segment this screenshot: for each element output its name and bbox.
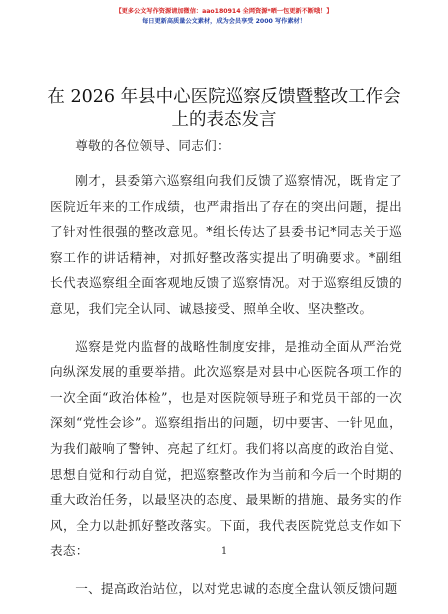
promo-banner-line-2: 每日更新高质量公文素材，成为会员享受 2000 写作素材！ xyxy=(142,18,306,25)
document-title: 在 2026 年县中心医院巡察反馈暨整改工作会上的表态发言 xyxy=(47,87,401,130)
page-number: 1 xyxy=(220,546,228,557)
promo-banner-line-1: 【更多公文写作资源请加微信：aao180914 全网资源*晒一包更新不断哦！】 xyxy=(115,8,333,15)
document-body xyxy=(50,136,402,614)
salutation: 尊敬的各位领导、同志们： xyxy=(75,138,230,153)
paragraph-2: 巡察是党内监督的战略性制度安排，是推动全面从严治党向纵深发展的重要举措。此次巡察是对县中心医院各项工作的一次全面“政治体检”，也是对医院领导班子和党员干部的一次深刻“党性会诊”。巡察组指出的问题，切中要害、一针见血，为我们敲响了警钟、亮起了红灯。我们将以高度的政治自觉、思想自觉和行动自觉，把巡察整改作为当前和今后一个时期的重大政治任务，以最坚决的态度、最果断的措施、最务实的作风，全力以赴抓好整改落实。下面，我代表医院党总支作如下表态： xyxy=(50,338,402,559)
section-heading-1: 一、提高政治站位，以对党忠诚的态度全盘认领反馈问题 xyxy=(75,580,398,596)
paragraph-1: 刚才，县委第六巡察组向我们反馈了巡察情况，既肯定了医院近年来的工作成绩，也严肃指出了存在的突出问题，提出了针对性很强的整改意见。*组长传达了县委书记*同志关于巡察工作的讲话精神，对抓好整改落实提出了明确要求。*副组长代表巡察组全面客观地反馈了巡察情况。对于巡察组反馈的意见，我们完全认同、诚恳接受、照单全收、坚决整改。 xyxy=(50,173,402,316)
